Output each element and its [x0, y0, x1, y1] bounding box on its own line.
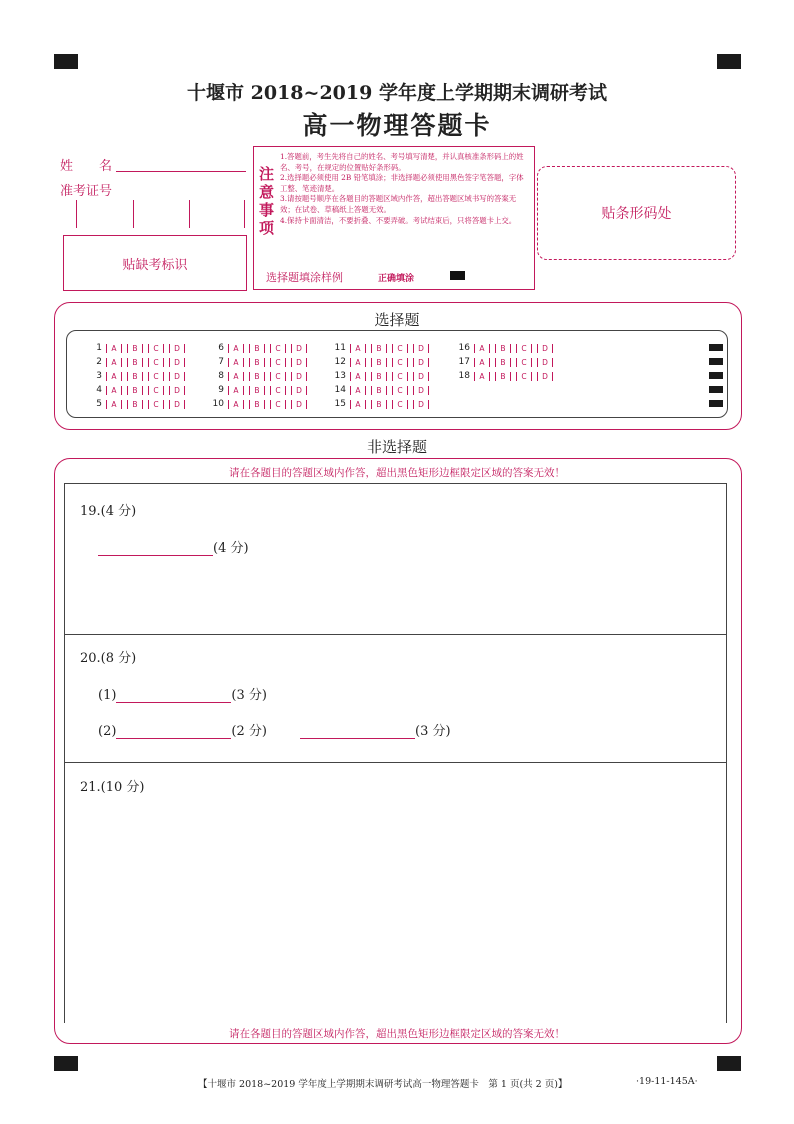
option-bubble-c[interactable]: C — [270, 400, 286, 409]
choice-question-8 — [210, 371, 312, 381]
option-bubble-a[interactable]: A — [106, 400, 122, 409]
q20-label: 20.(8 分) — [80, 651, 137, 666]
q19-blank[interactable] — [98, 540, 213, 556]
choice-question-11 — [332, 343, 434, 353]
option-bubble-c[interactable]: C — [270, 358, 286, 367]
notice-box — [253, 146, 535, 290]
option-bubble-a[interactable]: A — [474, 358, 490, 367]
option-bubble-a[interactable]: A — [350, 344, 366, 353]
q20-part2-blank[interactable] — [116, 723, 231, 739]
option-bubble-a[interactable]: A — [474, 344, 490, 353]
timing-mark — [709, 400, 723, 407]
option-bubble-b[interactable]: B — [249, 358, 265, 367]
option-bubble-d[interactable]: D — [537, 358, 553, 367]
registration-mark-bottom-right — [717, 1056, 741, 1071]
choice-section-title: 选择题 — [374, 311, 420, 329]
choice-question-1 — [88, 343, 190, 353]
question-number: 10 — [212, 399, 224, 409]
option-bubble-b[interactable]: B — [249, 400, 265, 409]
name-field[interactable] — [116, 171, 246, 172]
option-bubble-d[interactable]: D — [413, 400, 429, 409]
option-bubble-b[interactable]: B — [249, 386, 265, 395]
option-bubble-a[interactable]: A — [106, 358, 122, 367]
option-bubble-d[interactable]: D — [291, 386, 307, 395]
q20-part3-score: (3 分) — [415, 724, 451, 739]
option-bubble-d[interactable]: D — [291, 400, 307, 409]
option-bubble-a[interactable]: A — [106, 372, 122, 381]
option-bubble-a[interactable]: A — [350, 400, 366, 409]
choice-question-9 — [210, 385, 312, 395]
barcode-area — [537, 166, 736, 260]
question-number: 5 — [96, 399, 102, 409]
option-bubble-a[interactable]: A — [228, 400, 244, 409]
exam-title: 十堰市 2018~2019 学年度上学期期末调研考试 — [187, 82, 607, 104]
notice-item: 4.保持卡面清洁，不要折叠、不要弄破。考试结束后，只将答题卡上交。 — [280, 215, 517, 225]
nonchoice-section-title: 非选择题 — [366, 438, 427, 456]
notice-list — [280, 152, 530, 226]
choice-question-6 — [210, 343, 312, 353]
option-bubble-c[interactable]: C — [270, 386, 286, 395]
choice-question-16 — [456, 343, 558, 353]
option-bubble-c[interactable]: C — [392, 358, 408, 367]
option-bubble-c[interactable]: C — [270, 372, 286, 381]
registration-mark-top-right — [717, 54, 741, 69]
area-warning-bottom: 请在各题目的答题区域内作答，超出黑色矩形边框限定区域的答案无效！ — [229, 1028, 565, 1040]
registration-mark-bottom-left — [54, 1056, 78, 1071]
option-bubble-b[interactable]: B — [495, 358, 511, 367]
q19-answer-line — [98, 537, 249, 556]
option-bubble-d[interactable]: D — [413, 372, 429, 381]
option-bubble-b[interactable]: B — [249, 372, 265, 381]
q20-part2-score: (2 分) — [231, 724, 267, 739]
q19-score: (4 分) — [213, 541, 249, 556]
option-bubble-b[interactable]: B — [127, 372, 143, 381]
option-bubble-b[interactable]: B — [371, 344, 387, 353]
option-bubble-d[interactable]: D — [169, 344, 185, 353]
card-title: 高一物理答题卡 — [302, 111, 492, 140]
q20-part2 — [98, 720, 267, 739]
option-bubble-a[interactable]: A — [350, 386, 366, 395]
option-bubble-b[interactable]: B — [127, 386, 143, 395]
footer-text: 【十堰市 2018~2019 学年度上学期期末调研考试高一物理答题卡 第 1 页(共 2 页)】 — [198, 1079, 568, 1090]
option-bubble-d[interactable]: D — [291, 358, 307, 367]
answer-box-q21[interactable] — [64, 762, 727, 1023]
absent-sticker-label: 贴缺考标识 — [122, 257, 188, 273]
choice-question-2 — [88, 357, 190, 367]
option-bubble-b[interactable]: B — [495, 372, 511, 381]
option-bubble-b[interactable]: B — [249, 344, 265, 353]
timing-mark — [709, 386, 723, 393]
timing-mark — [709, 372, 723, 379]
question-number: 8 — [218, 371, 224, 381]
option-bubble-b[interactable]: B — [371, 400, 387, 409]
option-bubble-d[interactable]: D — [291, 344, 307, 353]
question-number: 13 — [334, 371, 346, 381]
question-number: 16 — [458, 343, 470, 353]
timing-mark — [709, 358, 723, 365]
option-bubble-d[interactable]: D — [537, 344, 553, 353]
option-bubble-d[interactable]: D — [413, 344, 429, 353]
option-bubble-b[interactable]: B — [127, 400, 143, 409]
option-bubble-c[interactable]: C — [392, 400, 408, 409]
option-bubble-c[interactable]: C — [516, 358, 532, 367]
option-bubble-a[interactable]: A — [350, 372, 366, 381]
option-bubble-c[interactable]: C — [392, 372, 408, 381]
q19-label: 19.(4 分) — [80, 504, 137, 519]
question-number: 2 — [96, 357, 102, 367]
q20-part2-label: (2) — [98, 724, 117, 739]
q20-part1 — [98, 684, 267, 703]
option-bubble-c[interactable]: C — [270, 344, 286, 353]
question-number: 4 — [96, 385, 102, 395]
q20-part1-score: (3 分) — [231, 688, 267, 703]
option-bubble-b[interactable]: B — [371, 386, 387, 395]
option-bubble-b[interactable]: B — [127, 344, 143, 353]
option-bubble-b[interactable]: B — [371, 372, 387, 381]
option-bubble-c[interactable]: C — [148, 372, 164, 381]
choice-question-14 — [332, 385, 434, 395]
question-number: 9 — [218, 385, 224, 395]
q20-part3 — [300, 720, 451, 739]
option-bubble-d[interactable]: D — [169, 400, 185, 409]
option-bubble-d[interactable]: D — [413, 358, 429, 367]
option-bubble-a[interactable]: A — [474, 372, 490, 381]
question-number: 11 — [334, 343, 346, 353]
question-number: 17 — [458, 357, 470, 367]
option-bubble-d[interactable]: D — [413, 386, 429, 395]
option-bubble-c[interactable]: C — [148, 358, 164, 367]
choice-question-17 — [456, 357, 558, 367]
answer-box-q19[interactable] — [64, 483, 727, 635]
absent-sticker-box — [63, 235, 247, 291]
question-number: 15 — [334, 399, 346, 409]
question-number: 12 — [334, 357, 346, 367]
option-bubble-d[interactable]: D — [291, 372, 307, 381]
option-bubble-c[interactable]: C — [516, 372, 532, 381]
id-number-label: 准考证号 — [60, 184, 113, 199]
choice-question-18 — [456, 371, 558, 381]
q20-part1-blank[interactable] — [116, 687, 231, 703]
fill-sample-correct-label: 正确填涂 — [378, 274, 415, 284]
question-number: 18 — [458, 371, 470, 381]
choice-question-5 — [88, 399, 190, 409]
q20-part1-label: (1) — [98, 688, 117, 703]
option-bubble-d[interactable]: D — [169, 386, 185, 395]
option-bubble-c[interactable]: C — [148, 386, 164, 395]
option-bubble-d[interactable]: D — [169, 372, 185, 381]
fill-sample-mark — [450, 271, 465, 280]
notice-item: 1.答题前，考生先将自己的姓名、考号填写清楚，并认真核准条形码上的姓名、考号，在规定的位置贴好条形码。 — [280, 152, 524, 172]
option-bubble-c[interactable]: C — [392, 344, 408, 353]
question-number: 14 — [334, 385, 346, 395]
id-number-field[interactable] — [76, 200, 246, 228]
choice-question-4 — [88, 385, 190, 395]
option-bubble-a[interactable]: A — [228, 386, 244, 395]
option-bubble-a[interactable]: A — [106, 344, 122, 353]
notice-item: 2.选择题必须使用 2B 铅笔填涂；非选择题必须使用黑色签字笔答题，字体工整、笔迹清楚。 — [280, 173, 524, 193]
fill-sample-label: 选择题填涂样例 — [266, 271, 343, 284]
option-bubble-c[interactable]: C — [148, 344, 164, 353]
question-number: 7 — [218, 357, 224, 367]
option-bubble-d[interactable]: D — [169, 358, 185, 367]
choice-question-12 — [332, 357, 434, 367]
option-bubble-c[interactable]: C — [392, 386, 408, 395]
option-bubble-c[interactable]: C — [516, 344, 532, 353]
area-warning-top: 请在各题目的答题区域内作答，超出黑色矩形边框限定区域的答案无效！ — [229, 467, 565, 479]
q20-part3-blank[interactable] — [300, 723, 415, 739]
option-bubble-b[interactable]: B — [495, 344, 511, 353]
footer-code: ·19-11-145A· — [636, 1076, 698, 1087]
choice-question-10 — [210, 399, 312, 409]
option-bubble-a[interactable]: A — [350, 358, 366, 367]
option-bubble-d[interactable]: D — [537, 372, 553, 381]
option-bubble-a[interactable]: A — [228, 344, 244, 353]
registration-mark-top-left — [54, 54, 78, 69]
choice-question-3 — [88, 371, 190, 381]
choice-question-7 — [210, 357, 312, 367]
option-bubble-a[interactable]: A — [106, 386, 122, 395]
barcode-label: 贴条形码处 — [601, 206, 672, 222]
q21-label: 21.(10 分) — [80, 780, 145, 795]
question-number: 1 — [96, 343, 102, 353]
question-number: 6 — [218, 343, 224, 353]
timing-mark — [709, 344, 723, 351]
option-bubble-a[interactable]: A — [228, 372, 244, 381]
choice-question-13 — [332, 371, 434, 381]
choice-question-15 — [332, 399, 434, 409]
name-label: 姓 名 — [60, 159, 113, 174]
option-bubble-b[interactable]: B — [127, 358, 143, 367]
notice-heading: 注意事项 — [259, 165, 275, 237]
option-bubble-c[interactable]: C — [148, 400, 164, 409]
notice-item: 3.请按题号顺序在各题目的答题区域内作答，超出答题区域书写的答案无效；在试卷、草稿纸上答题无效。 — [280, 194, 517, 214]
option-bubble-a[interactable]: A — [228, 358, 244, 367]
question-number: 3 — [96, 371, 102, 381]
option-bubble-b[interactable]: B — [371, 358, 387, 367]
